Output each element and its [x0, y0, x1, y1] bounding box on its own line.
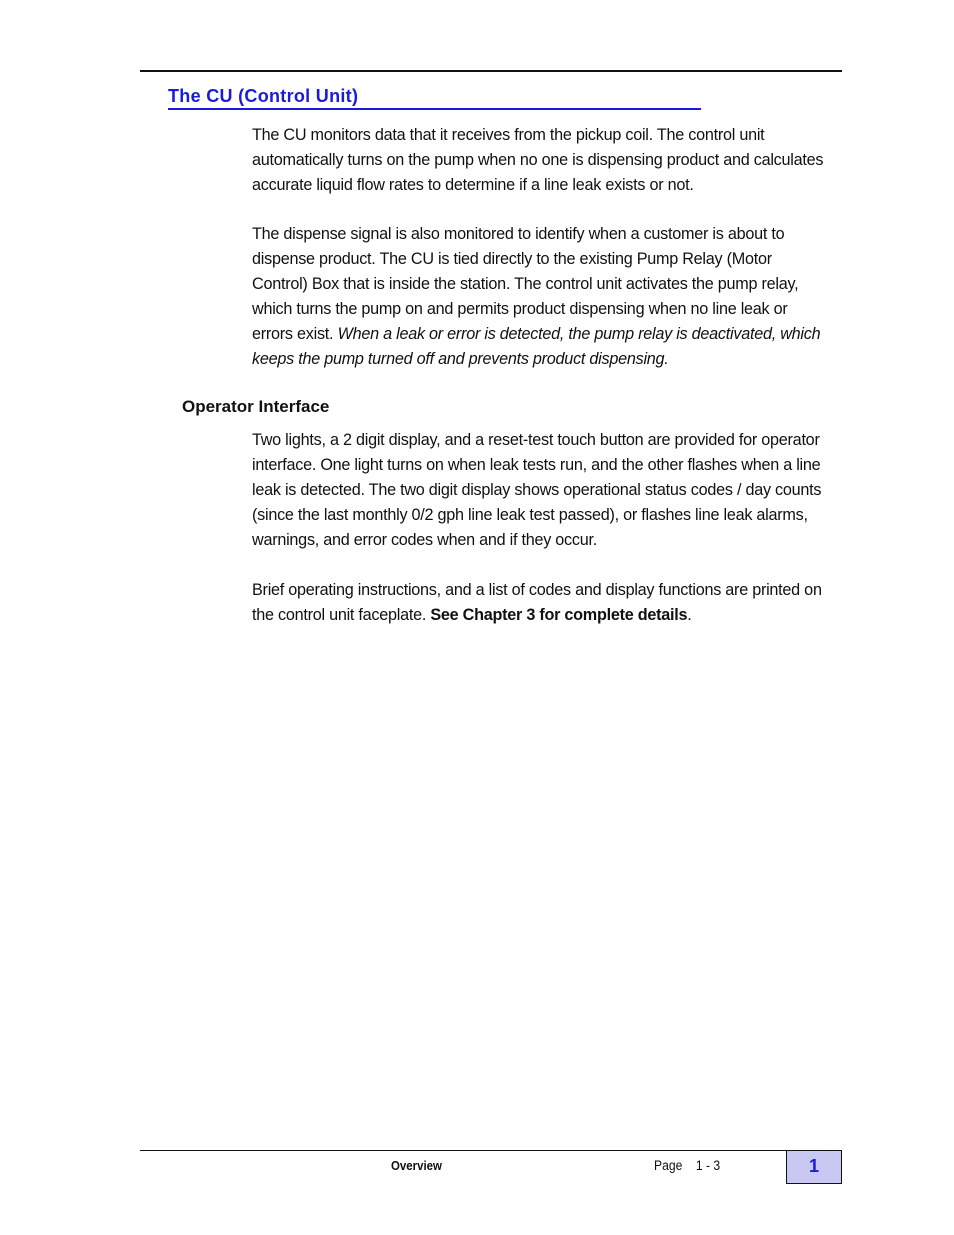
paragraph-line: warnings, and error codes when and if they occur.: [252, 531, 597, 549]
paragraph-operator-interface: [252, 428, 852, 553]
paragraph-line: Control) Box that is inside the station. The control unit activates the pump relay,: [252, 275, 799, 293]
italic-text: When a leak or error is detected, the pump relay is deactivated, which: [337, 325, 821, 343]
paragraph-line: [252, 322, 852, 347]
paragraph-line: The dispense signal is also monitored to identify when a customer is about to: [252, 225, 785, 243]
plain-text: the control unit faceplate.: [252, 606, 431, 624]
paragraph-line: dispense product. The CU is tied directly to the existing Pump Relay (Motor: [252, 250, 772, 268]
footer-section-name: Overview: [391, 1158, 442, 1173]
subsection-title: Operator Interface: [182, 397, 330, 416]
plain-text: errors exist.: [252, 325, 338, 343]
paragraph-dispense-signal: [252, 222, 852, 372]
paragraph-line: automatically turns on the pump when no one is dispensing product and calculates: [252, 151, 824, 169]
chapter-number-tab: 1: [786, 1150, 842, 1184]
header-rule: [140, 70, 842, 72]
italic-text: keeps the pump turned off and prevents product dispensing.: [252, 350, 669, 368]
section-title: The CU (Control Unit): [168, 85, 701, 110]
paragraph-line: [252, 347, 852, 372]
paragraph-line: which turns the pump on and permits product dispensing when no line leak or: [252, 300, 788, 318]
footer-rule: [140, 1150, 786, 1151]
chapter-reference: See Chapter 3 for complete details: [430, 606, 688, 624]
paragraph-line: Brief operating instructions, and a list of codes and display functions are printed on: [252, 581, 822, 599]
paragraph-line: The CU monitors data that it receives from the pickup coil. The control unit: [252, 126, 765, 144]
paragraph-operating-instructions: [252, 578, 852, 628]
plain-text: .: [687, 606, 692, 624]
paragraph-line: accurate liquid flow rates to determine if a line leak exists or not.: [252, 176, 694, 194]
paragraph-line: (since the last monthly 0/2 gph line leak test passed), or flashes line leak alarms,: [252, 506, 808, 524]
paragraph-line: [252, 603, 852, 628]
paragraph-line: Two lights, a 2 digit display, and a reset-test touch button are provided for operator: [252, 431, 820, 449]
footer-page-number: Page 1 - 3: [654, 1158, 721, 1173]
paragraph-line: leak is detected. The two digit display shows operational status codes / day counts: [252, 481, 822, 499]
paragraph-line: interface. One light turns on when leak tests run, and the other flashes when a line: [252, 456, 821, 474]
paragraph-cu-monitoring: [252, 123, 852, 198]
